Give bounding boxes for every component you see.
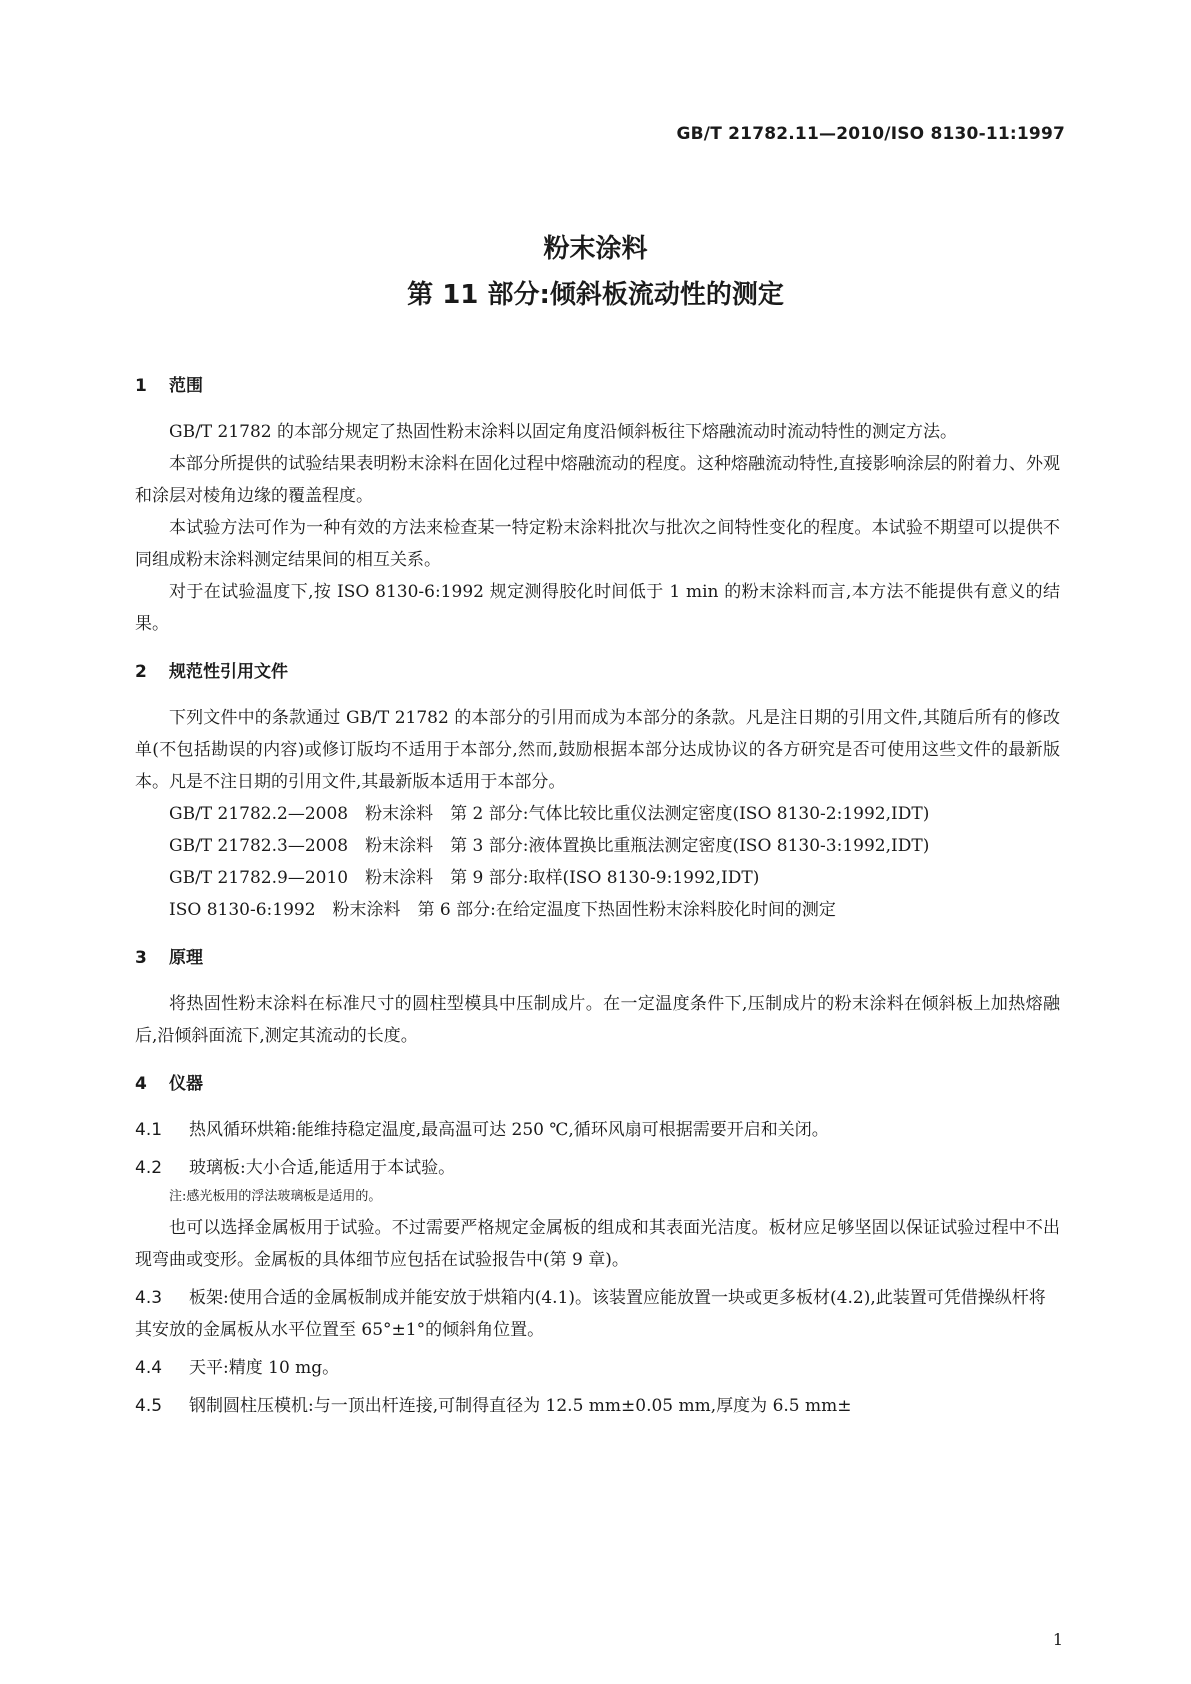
clause-number: 4.3: [135, 1288, 163, 1308]
document-subtitle: 第 11 部分:倾斜板流动性的测定: [407, 280, 784, 310]
section-number: 1: [135, 376, 147, 396]
section-title: 范围: [169, 376, 203, 396]
section-heading-principle: [135, 942, 1060, 974]
paragraph: 本部分所提供的试验结果表明粉末涂料在固化过程中熔融流动的程度。这种熔融流动特性,直接影响涂层的附着力、外观和涂层对棱角边缘的覆盖程度。: [135, 454, 1060, 506]
section-heading-apparatus: [135, 1068, 1060, 1100]
clause-item: [135, 1282, 1060, 1346]
clause-number: 4.1: [135, 1120, 163, 1140]
reference-entry: GB/T 21782.9—2010 粉末涂料 第 9 部分:取样(ISO 8130-9:1992,IDT): [169, 868, 760, 888]
clause-text: 热风循环烘箱:能维持稳定温度,最高温可达 250 ℃,循环风扇可根据需要开启和关闭。: [189, 1120, 829, 1140]
paragraph: 本试验方法可作为一种有效的方法来检查某一特定粉末涂料批次与批次之间特性变化的程度。本试验不期望可以提供不同组成粉末涂料测定结果间的相互关系。: [135, 518, 1060, 570]
reference-entry: ISO 8130-6:1992 粉末涂料 第 6 部分:在给定温度下热固性粉末涂料胶化时间的测定: [169, 900, 836, 920]
clause-number: 4.2: [135, 1158, 163, 1178]
paragraph: 将热固性粉末涂料在标准尺寸的圆柱型模具中压制成片。在一定温度条件下,压制成片的粉末涂料在倾斜板上加热熔融后,沿倾斜面流下,测定其流动的长度。: [135, 994, 1060, 1046]
clause-number: 4.4: [135, 1358, 163, 1378]
clause-item: [135, 1352, 1060, 1384]
paragraph: 也可以选择金属板用于试验。不过需要严格规定金属板的组成和其表面光洁度。板材应足够坚固以保证试验过程中不出现弯曲或变形。金属板的具体细节应包括在试验报告中(第 9 章)。: [135, 1218, 1060, 1270]
clause-item: [135, 1152, 1060, 1184]
clause-text: 钢制圆柱压模机:与一顶出杆连接,可制得直径为 12.5 mm±0.05 mm,厚度为 6.5 mm±: [189, 1396, 852, 1416]
clause-text: 板架:使用合适的金属板制成并能安放于烘箱内(4.1)。该装置应能放置一块或更多板材(4.2),此装置可凭借操纵杆将其安放的金属板从水平位置至 65°±1°的倾斜角位置。: [135, 1288, 1046, 1340]
section-number: 2: [135, 662, 147, 682]
standard-identifier: GB/T 21782.11—2010/ISO 8130-11:1997: [676, 124, 1065, 144]
document-body: [135, 370, 1060, 1422]
section-heading-normative-references: [135, 656, 1060, 688]
clause-item: [135, 1390, 1060, 1422]
paragraph: 下列文件中的条款通过 GB/T 21782 的本部分的引用而成为本部分的条款。凡是注日期的引用文件,其随后所有的修改单(不包括勘误的内容)或修订版均不适用于本部分,然而,鼓励根据本部分达成协议的各方研究是否可使用这些文件的最新版本。凡是不注日期的引用文件,其最新版本适用于本部分。: [135, 708, 1060, 792]
page-number: 1: [1052, 1630, 1063, 1649]
section-number: 4: [135, 1074, 147, 1094]
reference-entry: GB/T 21782.2—2008 粉末涂料 第 2 部分:气体比较比重仪法测定密度(ISO 8130-2:1992,IDT): [169, 804, 930, 824]
section-number: 3: [135, 948, 147, 968]
section-heading-scope: [135, 370, 1060, 402]
clause-item: [135, 1114, 1060, 1146]
section-title: 规范性引用文件: [169, 662, 288, 682]
paragraph: GB/T 21782 的本部分规定了热固性粉末涂料以固定角度沿倾斜板往下熔融流动时流动特性的测定方法。: [169, 422, 958, 442]
paragraph: 对于在试验温度下,按 ISO 8130-6:1992 规定测得胶化时间低于 1 min 的粉末涂料而言,本方法不能提供有意义的结果。: [135, 582, 1060, 634]
section-title: 原理: [169, 948, 203, 968]
section-title: 仪器: [169, 1074, 203, 1094]
document-title: 粉末涂料: [543, 234, 648, 264]
clause-number: 4.5: [135, 1396, 163, 1416]
clause-text: 玻璃板:大小合适,能适用于本试验。: [189, 1158, 456, 1178]
clause-text: 天平:精度 10 mg。: [189, 1358, 340, 1378]
note: 注:感光板用的浮法玻璃板是适用的。: [169, 1189, 382, 1204]
reference-entry: GB/T 21782.3—2008 粉末涂料 第 3 部分:液体置换比重瓶法测定密度(ISO 8130-3:1992,IDT): [169, 836, 930, 856]
